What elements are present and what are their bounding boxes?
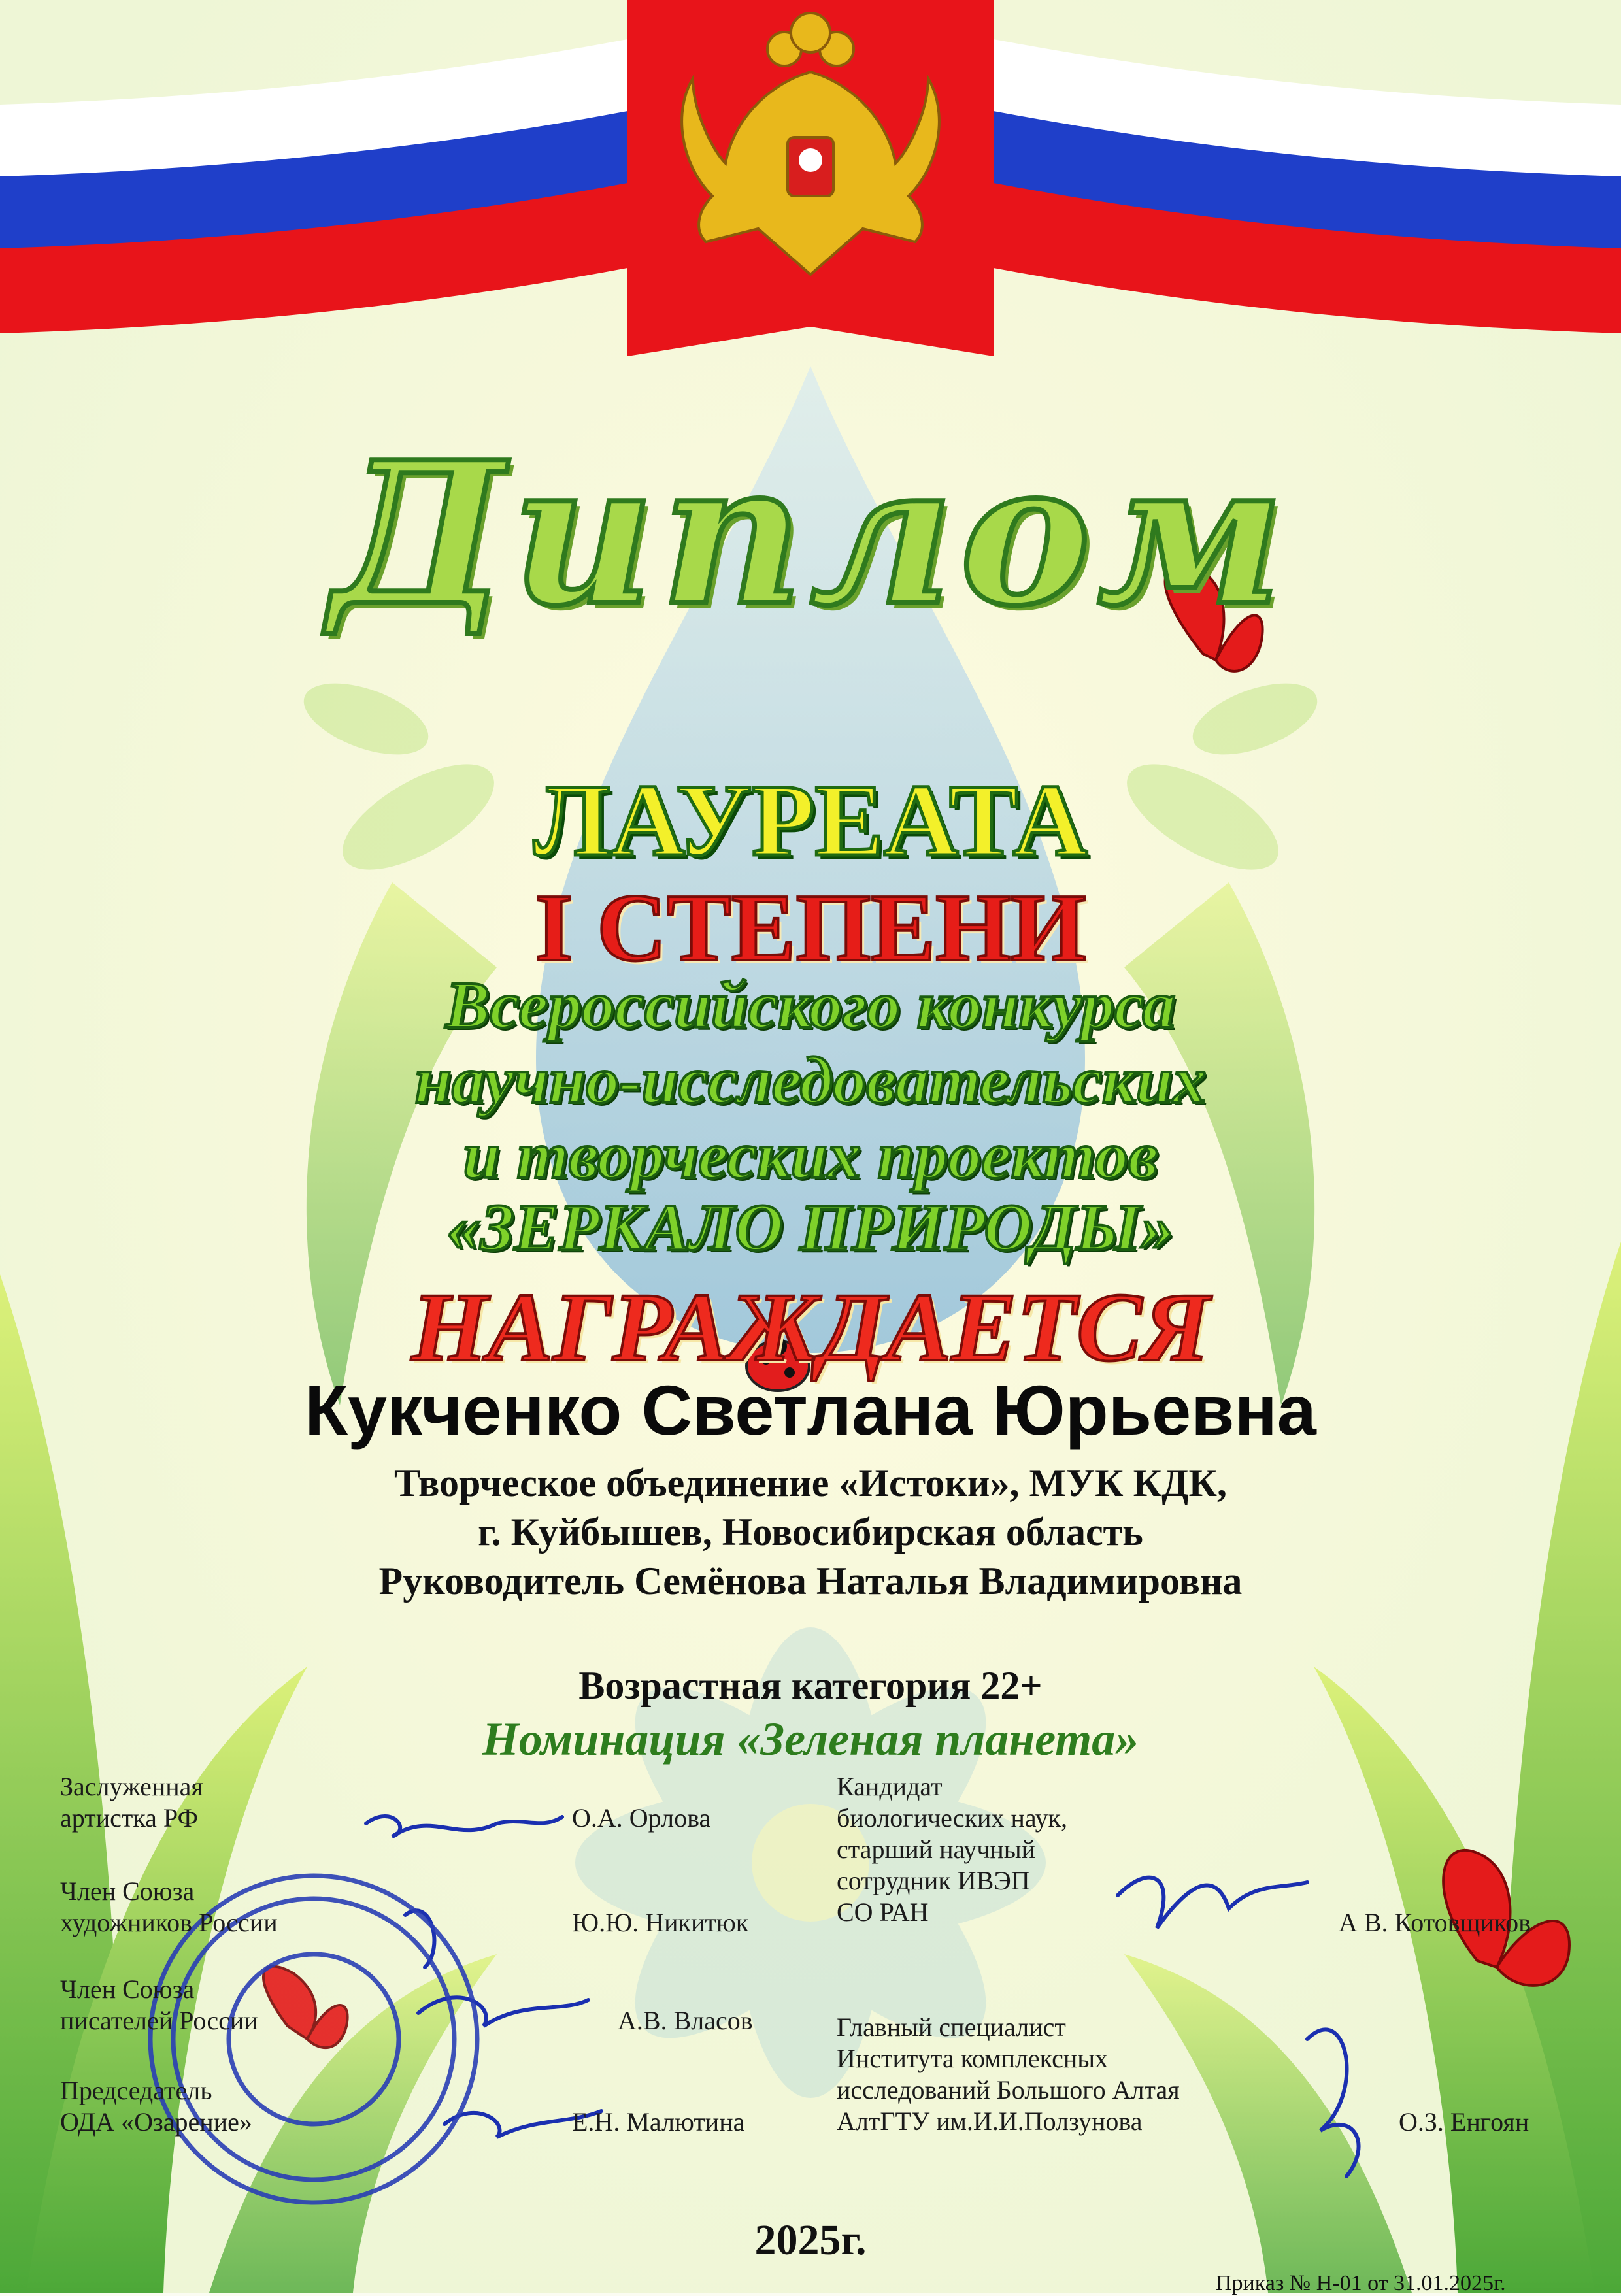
signatory-title: Председатель ОДА «Озарение» xyxy=(60,2076,252,2137)
contest-line-3: и творческих проектов xyxy=(463,1119,1158,1193)
signatory-title: Член Союза художников России xyxy=(60,1876,278,1937)
year: 2025г. xyxy=(754,2216,867,2264)
signatory-name: А.В. Власов xyxy=(618,2006,753,2035)
signatory-name: О.З. Енгоян xyxy=(1399,2107,1529,2137)
age-category: Возрастная категория 22+ xyxy=(578,1664,1043,1707)
contest-line-2: научно-исследовательских xyxy=(414,1044,1207,1118)
order-number: Приказ № Н-01 от 31.01.2025г. xyxy=(1216,2271,1506,2295)
contest-line-4: «ЗЕРКАЛО ПРИРОДЫ» xyxy=(446,1191,1175,1265)
signatory-title: Главный специалист Института комплексных исследований Большого Алтая АлтГТУ им.И.И.Ползунова xyxy=(837,2012,1180,2136)
nomination: Номинация «Зеленая планета» xyxy=(482,1713,1139,1765)
awarded-heading: НАГРАЖДАЕТСЯ xyxy=(411,1273,1210,1382)
degree-subtitle: I СТЕПЕНИ xyxy=(535,874,1086,982)
laureate-subtitle: ЛАУРЕАТА xyxy=(533,763,1088,878)
contest-line-1: Всероссийского конкурса xyxy=(445,969,1176,1042)
signatory-name: Ю.Ю. Никитюк xyxy=(572,1908,749,1937)
recipient-city: г. Куйбышев, Новосибирская область xyxy=(478,1510,1143,1554)
signatory-name: А В. Котовщиков xyxy=(1339,1908,1531,1937)
recipient-name: Кукченко Светлана Юрьевна xyxy=(305,1371,1316,1450)
recipient-org: Творческое объединение «Истоки», МУК КДК, xyxy=(394,1461,1227,1505)
signatory-title: Кандидат биологических наук, старший научный сотрудник ИВЭП СО РАН xyxy=(837,1772,1068,1927)
signatory-title: Член Союза писателей России xyxy=(60,1974,258,2035)
signatory-title: Заслуженная артистка РФ xyxy=(60,1772,203,1833)
signatory-name: Е.Н. Малютина xyxy=(572,2107,745,2137)
signatory-name: О.А. Орлова xyxy=(572,1803,711,1833)
diploma-title: Диплом xyxy=(331,418,1290,649)
recipient-supervisor: Руководитель Семёнова Наталья Владимировна xyxy=(378,1559,1243,1603)
